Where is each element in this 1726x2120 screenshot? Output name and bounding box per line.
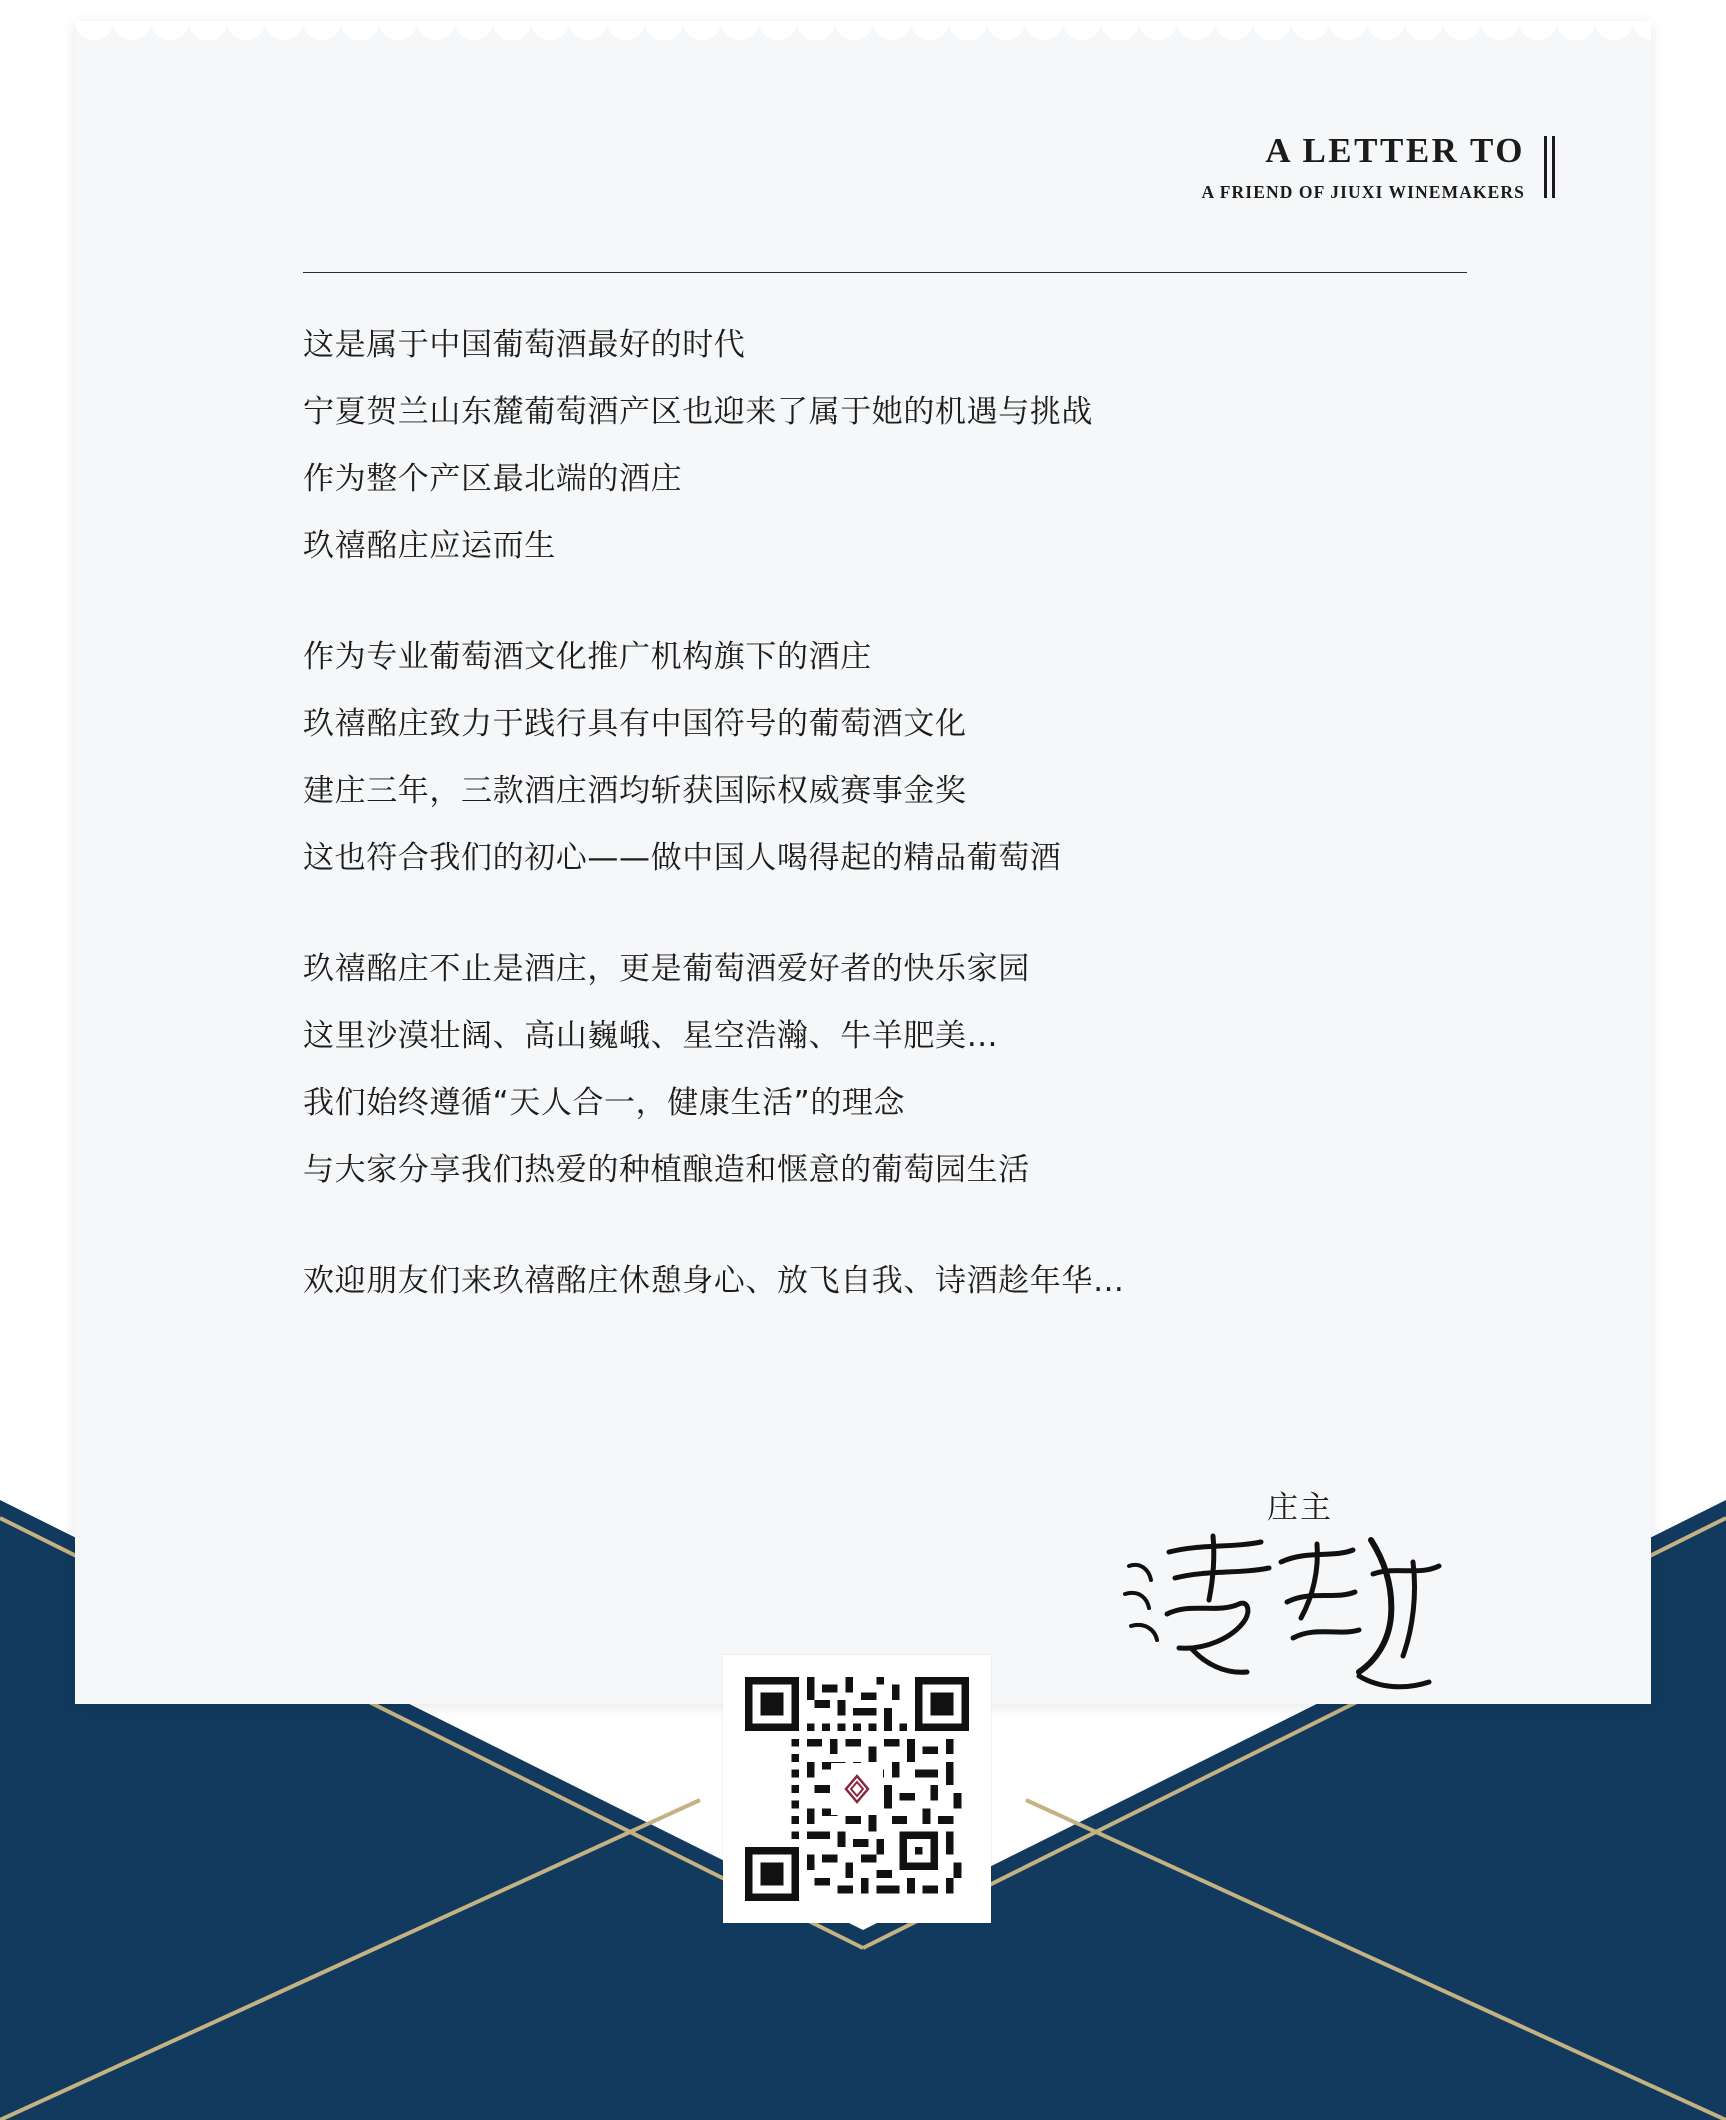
double-bar-ornament-icon [1539, 136, 1555, 198]
letter-line: 玖禧酩庄致力于践行具有中国符号的葡萄酒文化 [303, 706, 967, 742]
letter-line: 作为专业葡萄酒文化推广机构旗下的酒庄 [303, 639, 872, 675]
paragraph [303, 312, 1483, 580]
signature-icon [1121, 1522, 1451, 1702]
page-title: A LETTER TO [1265, 131, 1525, 170]
letter-body [303, 312, 1483, 1315]
letter-line: 宁夏贺兰山东麓葡萄酒产区也迎来了属于她的机遇与挑战 [303, 394, 1093, 430]
qr-center-logo [831, 1763, 883, 1815]
page-subtitle: A FRIEND OF JIUXI WINEMAKERS [1201, 181, 1525, 202]
letter-line: 与大家分享我们热爱的种植酿造和惬意的葡萄园生活 [303, 1152, 1030, 1188]
paragraph [303, 1248, 1483, 1315]
letter-line: 玖禧酩庄应运而生 [303, 528, 556, 564]
letter-line: 这也符合我们的初心——做中国人喝得起的精品葡萄酒 [303, 840, 1062, 876]
header-divider [303, 272, 1467, 273]
qr-code[interactable] [723, 1655, 991, 1923]
letter-paper [75, 22, 1651, 1704]
paragraph [303, 624, 1483, 892]
letter-line: 这里沙漠壮阔、高山巍峨、星空浩瀚、牛羊肥美… [303, 1018, 999, 1054]
letter-line: 玖禧酩庄不止是酒庄，更是葡萄酒爱好者的快乐家园 [303, 951, 1030, 987]
letter-header [1202, 132, 1555, 203]
letter-line: 欢迎朋友们来玖禧酩庄休憩身心、放飞自我、诗酒趁年华… [303, 1263, 1125, 1299]
letter-line: 这是属于中国葡萄酒最好的时代 [303, 327, 746, 363]
paragraph [303, 936, 1483, 1204]
letter-line: 我们始终遵循“天人合一，健康生活”的理念 [303, 1085, 906, 1121]
scalloped-edge [75, 21, 1651, 43]
diamond-logo-icon [835, 1767, 879, 1811]
letter-line: 作为整个产区最北端的酒庄 [303, 461, 683, 497]
signer-label: 庄主 [1267, 1490, 1333, 1526]
letter-line: 建庄三年，三款酒庄酒均斩获国际权威赛事金奖 [303, 773, 967, 809]
